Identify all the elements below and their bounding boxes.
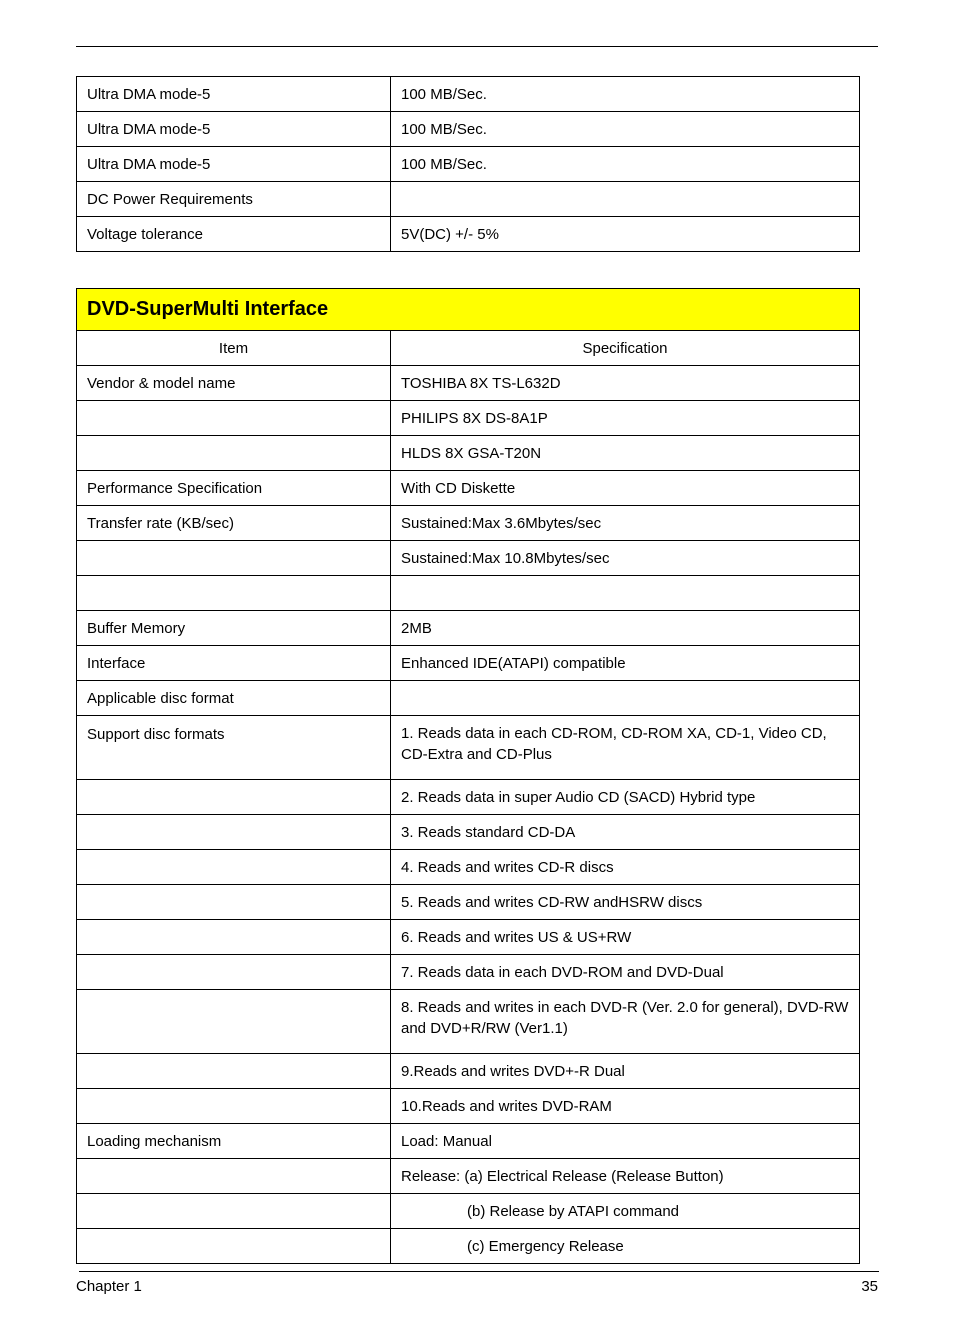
item-cell: Loading mechanism	[77, 1124, 391, 1159]
item-cell	[77, 1159, 391, 1194]
spec-cell: PHILIPS 8X DS-8A1P	[391, 401, 860, 436]
spec-cell: 10.Reads and writes DVD-RAM	[391, 1089, 860, 1124]
footer-page-number: 35	[861, 1278, 878, 1295]
spec-table-continued	[76, 76, 860, 252]
item-cell: Vendor & model name	[77, 366, 391, 401]
table-row	[77, 541, 860, 576]
spec-cell: 5V(DC) +/- 5%	[391, 217, 860, 252]
table-row	[77, 1054, 860, 1089]
table-row	[77, 576, 860, 611]
item-cell: Interface	[77, 646, 391, 681]
table-header-row	[77, 331, 860, 366]
spec-cell: Sustained:Max 3.6Mbytes/sec	[391, 506, 860, 541]
item-cell	[77, 576, 391, 611]
spec-cell: 5. Reads and writes CD-RW andHSRW discs	[391, 885, 860, 920]
table-row	[77, 1089, 860, 1124]
table-row	[77, 646, 860, 681]
item-cell	[77, 401, 391, 436]
table-title: DVD-SuperMulti Interface	[77, 289, 860, 331]
spec-cell: 9.Reads and writes DVD+-R Dual	[391, 1054, 860, 1089]
item-cell	[77, 1054, 391, 1089]
spec-cell: 100 MB/Sec.	[391, 77, 860, 112]
item-cell	[77, 780, 391, 815]
table-row	[77, 716, 860, 780]
spec-cell: Enhanced IDE(ATAPI) compatible	[391, 646, 860, 681]
spec-cell: 1. Reads data in each CD-ROM, CD-ROM XA, CD-1, Video CD, CD-Extra and CD-Plus	[391, 716, 860, 780]
item-cell	[77, 885, 391, 920]
table-row	[77, 506, 860, 541]
item-cell: DC Power Requirements	[77, 182, 391, 217]
spec-cell	[391, 681, 860, 716]
table-row	[77, 182, 860, 217]
spec-cell: 2MB	[391, 611, 860, 646]
table-row	[77, 112, 860, 147]
item-cell: Applicable disc format	[77, 681, 391, 716]
table-row	[77, 401, 860, 436]
item-cell: Support disc formats	[77, 716, 391, 780]
footer-rule	[79, 1271, 879, 1272]
item-cell	[77, 436, 391, 471]
spec-cell: TOSHIBA 8X TS-L632D	[391, 366, 860, 401]
item-cell	[77, 1229, 391, 1264]
header-rule	[76, 46, 878, 47]
item-cell	[77, 815, 391, 850]
item-cell	[77, 1194, 391, 1229]
spec-cell: 6. Reads and writes US & US+RW	[391, 920, 860, 955]
item-cell: Ultra DMA mode-5	[77, 77, 391, 112]
spec-cell: Sustained:Max 10.8Mbytes/sec	[391, 541, 860, 576]
spec-cell: (c) Emergency Release	[391, 1229, 860, 1264]
table-row	[77, 955, 860, 990]
spec-cell	[391, 576, 860, 611]
spec-cell: Load: Manual	[391, 1124, 860, 1159]
spec-cell	[391, 182, 860, 217]
spec-cell: Release: (a) Electrical Release (Release Button)	[391, 1159, 860, 1194]
table-row	[77, 77, 860, 112]
footer-chapter: Chapter 1	[76, 1278, 142, 1295]
table-row	[77, 1194, 860, 1229]
table-row	[77, 815, 860, 850]
spec-cell: 3. Reads standard CD-DA	[391, 815, 860, 850]
table-row	[77, 471, 860, 506]
item-cell: Performance Specification	[77, 471, 391, 506]
table-row	[77, 1159, 860, 1194]
item-cell	[77, 990, 391, 1054]
table-row	[77, 850, 860, 885]
table-row	[77, 217, 860, 252]
item-cell: Voltage tolerance	[77, 217, 391, 252]
spec-cell: With CD Diskette	[391, 471, 860, 506]
spec-cell: 2. Reads data in super Audio CD (SACD) Hybrid type	[391, 780, 860, 815]
table-row	[77, 366, 860, 401]
item-cell: Ultra DMA mode-5	[77, 147, 391, 182]
table-row	[77, 920, 860, 955]
spec-cell: (b) Release by ATAPI command	[391, 1194, 860, 1229]
spec-cell: 100 MB/Sec.	[391, 147, 860, 182]
item-cell: Ultra DMA mode-5	[77, 112, 391, 147]
item-cell	[77, 920, 391, 955]
spec-cell: 8. Reads and writes in each DVD-R (Ver. 2.0 for general), DVD-RW and DVD+R/RW (Ver1.1)	[391, 990, 860, 1054]
table-row	[77, 147, 860, 182]
item-cell	[77, 955, 391, 990]
item-cell	[77, 850, 391, 885]
table-row	[77, 611, 860, 646]
column-header-item: Item	[77, 331, 391, 366]
dvd-supermulti-table	[76, 288, 860, 1264]
spec-cell: 4. Reads and writes CD-R discs	[391, 850, 860, 885]
table-row	[77, 1124, 860, 1159]
item-cell	[77, 541, 391, 576]
table-row	[77, 885, 860, 920]
table-row	[77, 436, 860, 471]
item-cell: Transfer rate (KB/sec)	[77, 506, 391, 541]
column-header-spec: Specification	[391, 331, 860, 366]
table-row	[77, 990, 860, 1054]
spec-cell: 100 MB/Sec.	[391, 112, 860, 147]
table-title-row	[77, 289, 860, 331]
item-cell	[77, 1089, 391, 1124]
table-row	[77, 780, 860, 815]
spec-cell: HLDS 8X GSA-T20N	[391, 436, 860, 471]
item-cell: Buffer Memory	[77, 611, 391, 646]
spec-cell: 7. Reads data in each DVD-ROM and DVD-Dual	[391, 955, 860, 990]
table-row	[77, 1229, 860, 1264]
table-row	[77, 681, 860, 716]
